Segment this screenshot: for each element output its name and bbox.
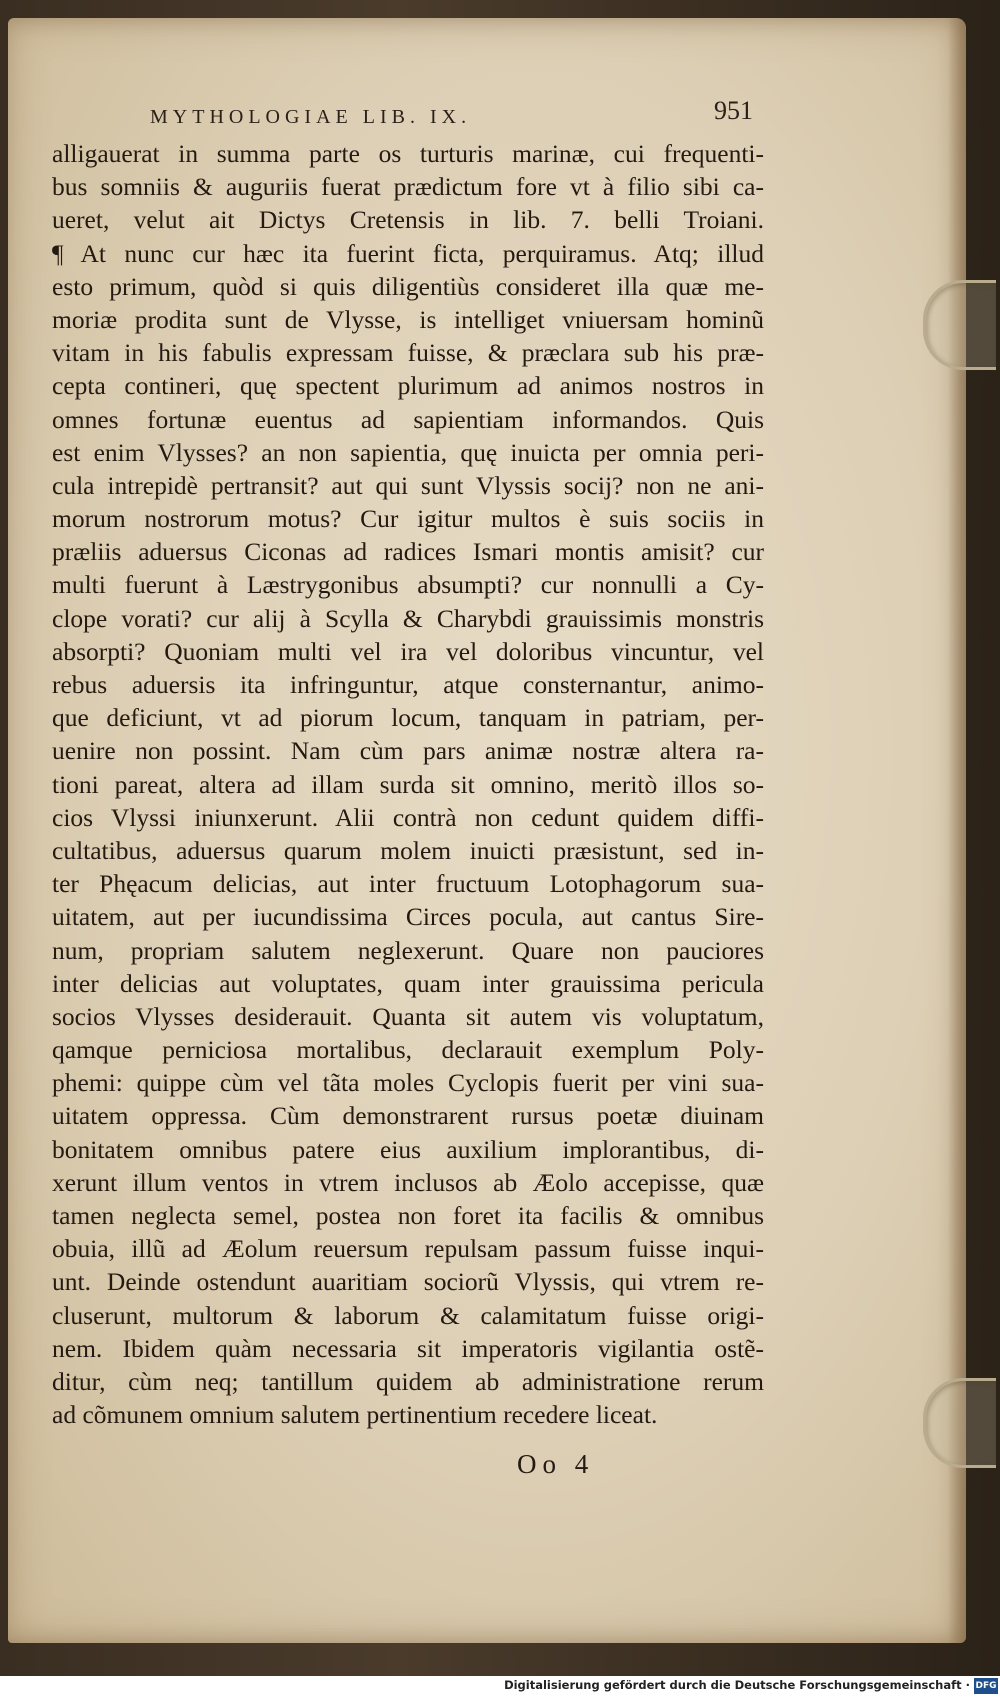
text-line: qamque perniciosa mortalibus, declarauit exemplum Poly- xyxy=(52,1035,764,1065)
text-line: absorpti? Quoniam multi vel ira vel doloribus vincuntur, vel xyxy=(52,636,764,666)
text-line: cultatibus, aduersus quarum molem inuicti præsistunt, sed in- xyxy=(52,835,764,865)
text-line: esto primum, quòd si quis diligentiùs consideret illa quæ me- xyxy=(52,271,764,301)
page-clip-bottom xyxy=(923,1378,996,1468)
text-line: bonitatem omnibus patere eius auxilium implorantibus, di- xyxy=(52,1134,764,1164)
text-line: phemi: quippe cùm vel tãta moles Cyclopis fuerit per vini sua- xyxy=(52,1068,764,1098)
text-line: num, propriam salutem neglexerunt. Quare non pauciores xyxy=(52,935,764,965)
text-line: que deficiunt, vt ad piorum locum, tanquam in patriam, per- xyxy=(52,703,764,733)
text-line: ueret, velut ait Dictys Cretensis in lib. 7. belli Troiani. xyxy=(52,205,764,235)
text-line: morum nostrorum motus? Cur igitur multos è suis sociis in xyxy=(52,504,764,534)
text-line: ditur, cùm neq; tantillum quidem ab administratione rerum xyxy=(52,1366,764,1396)
text-line: alligauerat in summa parte os turturis marinæ, cui frequenti- xyxy=(52,139,764,168)
text-line: ad cõmunem omnium salutem pertinentium recedere liceat. xyxy=(52,1400,658,1430)
text-line: uitatem, aut per iucundissima Circes pocula, aut cantus Sire- xyxy=(52,902,764,932)
text-line: unt. Deinde ostendunt auaritiam sociorũ Vlyssis, qui vtrem re- xyxy=(52,1267,764,1297)
text-line: uitatem oppressa. Cùm demonstrarent rursus poetæ diuinam xyxy=(52,1101,764,1131)
text-line: socios Vlysses desiderauit. Quanta sit autem vis voluptatum, xyxy=(52,1001,764,1031)
text-line: tamen neglecta semel, postea non foret ita facilis & omnibus xyxy=(52,1201,764,1230)
text-line: obuia, illũ ad Æolum reuersum repulsam passum fuisse inqui- xyxy=(52,1234,764,1264)
text-line: moriæ prodita sunt de Vlysse, is intelliget vniuersam hominũ xyxy=(52,304,764,334)
text-line: ter Phęacum delicias, aut inter fructuum Lotophagorum sua- xyxy=(52,869,764,899)
running-head: MYTHOLOGIAE LIB. IX. xyxy=(150,106,472,128)
text-line: rebus aduersis ita infringuntur, atque consternantur, animo- xyxy=(52,670,764,699)
text-line: nem. Ibidem quàm necessaria sit imperatoris vigilantia ostẽ- xyxy=(52,1333,764,1363)
text-line: xerunt illum ventos in vtrem inclusos ab Æolo accepisse, quæ xyxy=(52,1167,764,1197)
text-line: uenire non possint. Nam cùm pars animæ nostræ altera ra- xyxy=(52,736,764,766)
funding-note: Digitalisierung gefördert durch die Deutsche Forschungsgemeinschaft · xyxy=(504,1678,970,1692)
text-line: cula intrepidè pertransit? aut qui sunt Vlyssis socij? non ne ani- xyxy=(52,470,764,500)
digitization-footer xyxy=(0,1676,1000,1697)
text-line: est enim Vlysses? an non sapientia, quę inuicta per omnia peri- xyxy=(52,437,764,467)
text-line: tioni pareat, altera ad illam surda sit omnino, meritò illos so- xyxy=(52,769,764,799)
body-text xyxy=(52,137,764,1431)
text-line: cios Vlyssi iniunxerunt. Alii contrà non cedunt quidem diffi- xyxy=(52,802,764,832)
page-number: 951 xyxy=(714,96,753,125)
text-line: vitam in his fabulis expressam fuisse, & præclara sub his præ- xyxy=(52,338,764,368)
text-line: ¶ At nunc cur hæc ita fuerint ficta, perquiramus. Atq; illud xyxy=(52,238,764,268)
text-line: cepta contineri, quę spectent plurimum ad animos nostros in xyxy=(52,371,764,401)
text-line: clope vorati? cur alij à Scylla & Charybdi grauissimis monstris xyxy=(52,603,764,633)
text-line: præliis aduersus Ciconas ad radices Ismari montis amisit? cur xyxy=(52,537,764,567)
text-line: cluserunt, multorum & laborum & calamitatum fuisse origi- xyxy=(52,1300,764,1330)
page-clip-top xyxy=(923,280,996,370)
dfg-logo: DFG xyxy=(974,1678,998,1694)
text-line: multi fuerunt à Læstrygonibus absumpti? cur nonnulli a Cy- xyxy=(52,570,764,600)
text-line: omnes fortunæ euentus ad sapientiam informandos. Quis xyxy=(52,404,764,434)
text-line: inter delicias aut voluptates, quam inter grauissima pericula xyxy=(52,968,764,998)
text-line: bus somniis & auguriis fuerat prædictum fore vt à filio sibi ca- xyxy=(52,172,764,202)
signature-mark: Oo 4 xyxy=(517,1449,595,1479)
